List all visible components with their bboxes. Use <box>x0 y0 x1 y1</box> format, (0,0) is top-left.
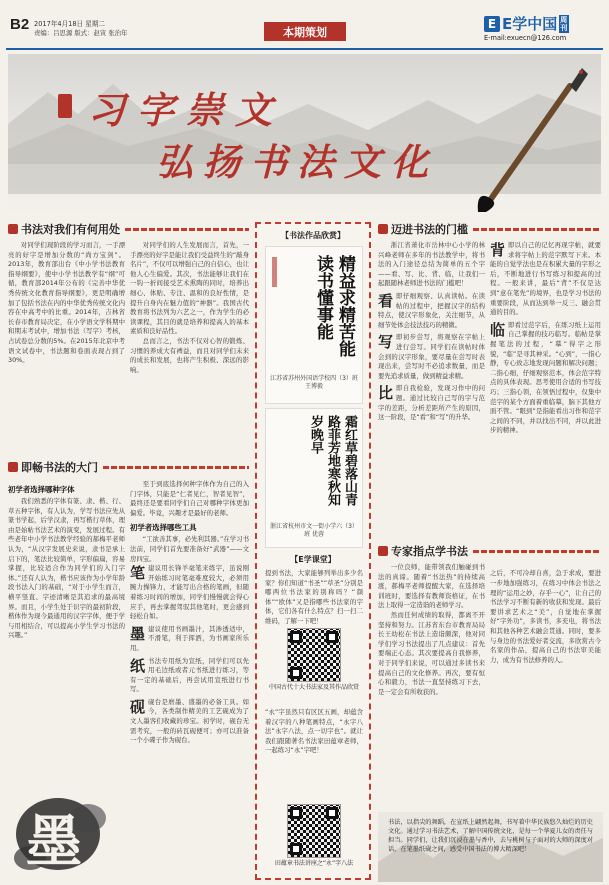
method-item: 背即以自己的记忆再现字帖，就要求将字帖上的范字默写下来。本能的自觉学法也是在积累大量的字形之后，不断地进行书写练习和提高的过程。一般来讲，最后“背”不仅是达到“意在笔先”的境界，也是学习书法的重要阶段，从而达到举一反三、融会贯通的目的。 <box>490 241 601 317</box>
logo-mark-icon: E <box>484 16 500 32</box>
logo <box>484 13 569 34</box>
footer-caption: 书法，以指尖的舞蹈，在宣纸上翩然起舞，书写着中华民族悠久灿烂的历史文化。通过学习书法艺术，了解中国传统文化，是每一个华夏儿女的责任与担当。同学们，让我们沉浸在墨与香中，去与桃树与子面对的大师的深度对话，在笔墨纸砚之间，感受中国书法的博大精深吧！ <box>388 819 593 853</box>
red-seal-icon <box>58 94 72 118</box>
sec1-paragraph-3: 总而言之，书法不仅对心智的锻炼、习惯的养成大有裨益，而且对同学们未来的成长和发展，也将产生积极、深远的影响。 <box>130 336 249 374</box>
calligraphy-work-2 <box>265 408 363 548</box>
method-char: 临 <box>490 320 506 339</box>
method-char: 写 <box>378 333 394 352</box>
sec1-col2 <box>130 241 249 451</box>
tool-char: 砚 <box>130 697 146 716</box>
sec2-tools-intro: “工欲善其事，必先利其器。”在学习书法前，同学们首先要准备好“武器”——文房四宝。 <box>130 535 249 563</box>
method-char: 背 <box>490 241 506 259</box>
hero-title-line1: 习字崇文 <box>88 88 284 132</box>
work1-seal-icon <box>272 257 277 287</box>
tool-item: 纸书法专用纸为宣纸，同学们可以先用毛边纸或者元书纸进行练习，等有一定的基础后，再尝试用宣纸进行书写。 <box>130 656 249 694</box>
section-rule <box>125 228 249 231</box>
banner <box>264 22 346 41</box>
tool-item: 砚砚台是磨墨、盛墨的必备工具。如今，各类制作精美的工艺砚成为了文人墨客们收藏的珍宝。初学时，砚台无需考究，一般的砖瓦砚便可；亦可以准备一个小碟子作为砚台。 <box>130 697 249 745</box>
sec4-col1 <box>378 563 485 810</box>
section-title-usefulness: 书法对我们有何用处 <box>8 222 249 236</box>
tool-char: 纸 <box>130 656 146 675</box>
sec4-paragraph-3: 之后，不可冷却自喜，急于求成，要进一步地加强练习，在练习中体会书法之理的“运用之妙，存乎一心”，让自己的书法学习不断有新的收获和发现。最后要讲求艺术之“美”，自觉地在掌握好“字外功”，多读书，多充电，将书法和其他各种艺术融会贯通。同时，要多与身边的书法爱好者交流，多欣赏古今名家的作品，提高自己的书法审美能力，成为有书法修养的人。 <box>490 569 601 664</box>
sec2-paragraph-1: 我们熟悉的字体有篆、隶、楷、行、草五种字体，有人认为，学写书法应先从篆书学起，后学汉隶，再写楷行草体，理由是始帖书法艺术的演变，发展过程。有些老年中小学书法教学经验的郝梅平老师认为，“从汉字发展史来说，隶书是承上启下的，笔法比较简单，字形偏扁，容易掌握，比较适合作为同学们的入门字体。”还有人认为，楷书应该作为小学年龄段书法入门的基础，“对于小学生而言，横平竖直、字迹清晰是其追求的最高境界。而且，小学生处于识字的最初阶段，楷体作为现今最通用的汉字字体，便于学与用相结合，可以提高小学生学习书法的兴趣。” <box>8 497 125 640</box>
hero <box>8 54 601 217</box>
work2-chars: 霜红草碧落山青路菲芳地寒秋知岁晚早 <box>308 415 357 506</box>
sec1-col1 <box>8 241 125 451</box>
ke-text: 提到书法，大家能够列举出多少名家？你们知道“书圣”“草圣”分别是哪两位书法家的别称吗？“颜体”“欧体”又是指哪些书法家的字体，它们各有什么特点？扫一扫二维码，了解一下吧！ <box>265 569 363 625</box>
sec2-paragraph-2: 至于到底选择何种字体作为自己的入门字体，只能是“仁者见仁，智者见智”，最终还是要看同学们自己对哪种字体更加偏爱。毕竟，兴趣才是最好的老师。 <box>130 480 249 517</box>
ink-art <box>8 778 118 880</box>
section-title-threshold: 迈进书法的门槛 <box>378 222 601 236</box>
work1-chars: 精益求精苦能读书懂事能 <box>313 255 355 357</box>
tool-char: 笔 <box>130 564 146 583</box>
header-bar <box>6 6 603 48</box>
qr-code-2[interactable] <box>287 804 341 858</box>
middle-panel <box>255 222 371 880</box>
qr2-caption: 田蕴章书法讲座之“永”字八法 <box>274 860 354 867</box>
ke-title: 【E学课堂】 <box>290 555 336 564</box>
section-marker-icon <box>378 546 388 556</box>
section-rule <box>473 228 601 231</box>
email[interactable]: E-mail:exuecn@126.com <box>484 34 567 42</box>
works-title: 【书法作品欣赏】 <box>281 231 345 240</box>
sec3-col1 <box>378 241 485 536</box>
method-char: 看 <box>378 291 394 310</box>
qr-code-1[interactable] <box>287 628 341 682</box>
method-item: 看即仔细观察、认真读帖。在读帖的过程中，把握汉字的结构特点，使汉字形象化，关注细节，从细节处体会技法技巧的精微。 <box>378 291 485 329</box>
section-title-gateway: 即畅书法的大门 <box>8 460 249 474</box>
sec2-col2 <box>130 480 249 880</box>
calligraphy-work-1 <box>265 246 363 404</box>
section-rule <box>103 466 249 469</box>
yong-text: “永”字虽然只有区区五画，却蕴含着汉字的八种笔画特点，“永字八法”永字八法，点一切字也”。就让我们跟随著名书法家田蕴章老师，一起练习“永”字吧！ <box>265 708 363 755</box>
footer-landscape <box>378 812 603 882</box>
sec1-paragraph-1: 对同学们现阶段的学习而言，一手漂亮的好字是增加分数的“尚方宝剑”。2013年，教育部出台《中小学书法教育指导纲要》，使中小学书法教学有“纲”可循，教育部2014年公布的《完善中华优秀传统文化教育指导纲要》，更是明确增加了包括书法在内的中华优秀传统文化内容在中高考中的比重。2014年，吉林省长春市教育局决定，在小学语文学科期中和期末考试中，增加书法（写字）考核，占试卷总分数的5%。在2015年北京中考语文试卷中，书法题和卷面表现占到了30%。 <box>8 241 125 365</box>
tool-item: 墨建议使用书画墨汁，其渗透适中，不滑笔，利于挥洒，为书画家所乐用。 <box>130 624 249 652</box>
section-title-expert: 专家指点学书法 <box>378 544 601 558</box>
method-item: 临即看过范字后，在练习纸上运用自己掌握的技巧临写。临帖是掌握笔法的过程，“摹”得字之形貌，“临”是寻其神采。“心到”，一指心静，专心致志地发现问题和解决问题；二指心细，仔细观察范本，体会范字特点的具体表现。思考使用合适的书写技巧；三指心领，在领悟过程中，仅集中范字的某个方面着重临摹，脑下其他方面不管。“眼到”是指能看出习作和范字之间的不同，并以找出不同，并以此进步的精神。 <box>490 320 601 435</box>
sec3-col2 <box>490 241 601 536</box>
work2-caption: 浙江省杭州市文一街小学六（3）班 优蓉 <box>270 523 358 538</box>
sec1-paragraph-2: 对同学们的人生发展而言，首先，一手漂亮的好字是能让我们受益终生的“敲身名片”，不仅可以增强自己的自信心，也让他人心生偏爱。其次，书法能够让我们在一钩一折间接受艺术熏陶的同时，培养出细心、体贴、专注、温和的良好性情，是提升自身内在魅力值的“神器”。我国古代教育将书法列为六艺之一，作为学生的必读课程，其目的就是培养和提高人的基本素质和良好品性。 <box>130 241 249 336</box>
brush-icon <box>470 62 596 212</box>
sec3-intro: 浙江省萧化市岳林中心小学的林兴峰老师在多年的书法教学中，将书法的入门途径总结为简单的五个字——看、写、比、背、临，让我们一起跟随林老师进书法的门槛吧！ <box>378 241 485 288</box>
editor-line: 责编：吕思源 版式：赵寅 张治年 <box>34 29 128 37</box>
work1-caption: 江苏省苏州外国语学校四（3）班 王博毅 <box>270 375 358 390</box>
sec2-subtitle-fonts: 初学者选择哪种字体 <box>8 485 75 494</box>
qr1-caption: 中国古代十大书法家及其作品欣赏 <box>268 684 359 691</box>
section-marker-icon <box>378 224 388 234</box>
method-item: 写即初步尝写，将观察在字帖上进行尝写。同学们在读帖时体会到的汉字形象，要尽量在尝写时表现出来，尝写时不必追求数量，而是要先追求质量，做到精益求精。 <box>378 333 485 380</box>
ink-character: 墨 <box>26 809 82 875</box>
section-rule <box>473 550 601 553</box>
tool-char: 墨 <box>130 624 146 643</box>
section-marker-icon <box>8 224 18 234</box>
sec4-paragraph-1: 一位良师，能带领我们触碰到书法的真谛。随着“书法热”的持续高涨，郝梅平老师提醒大家，在选择培训班时，要选择有教师资格证，在书法上取得一定造诣的老师学习。 <box>378 563 485 610</box>
method-char: 比 <box>378 384 394 403</box>
method-item: 比即自我检验，发现习作中的问题。通过比较自己写的字与范字的差距，分析差距所产生的原因，这一阶段，是“看”和“写”的升华。 <box>378 384 485 422</box>
page-number: B2 <box>10 16 30 33</box>
logo-tag: 周刊 <box>560 15 568 32</box>
section-marker-icon <box>8 462 18 472</box>
date-line: 2017年4月18日 星期二 <box>34 20 106 28</box>
sec4-col2 <box>490 563 601 810</box>
sec2-subtitle-tools: 初学者选择哪些工具 <box>130 523 197 533</box>
banner-text: 本期策划 <box>283 25 327 39</box>
tool-item: 笔建议用长锋羊毫笔来练字，虽说刚开始练习时笔毫难度较大，必须用腕力操锋力，才能写出合格的笔画，但随着练习时间的增加，同学们慢慢就会得心应手，再去掌握驾驭其他笔时，更会感到轻松自如。 <box>130 564 249 621</box>
logo-name: E学中国 <box>502 15 558 33</box>
hero-title-line2: 弘扬书法文化 <box>156 140 438 184</box>
sec4-paragraph-2: 然而任何成绩的取得，都离不开坚持和努力。江苏省东台市教育局局长王幼松在书法上造诣颇深，他对同学们学习书法提出了几点建议：首先要端正心态。其次要提高自我修养，对于同学们来说，可以通过多读书来提高自己的文化修养。再次，要有恒心和毅力，书法一直坚持练习下去，是一定会有所收获的。 <box>378 610 485 696</box>
header-divider <box>6 48 603 50</box>
sec2-col1 <box>8 480 125 760</box>
